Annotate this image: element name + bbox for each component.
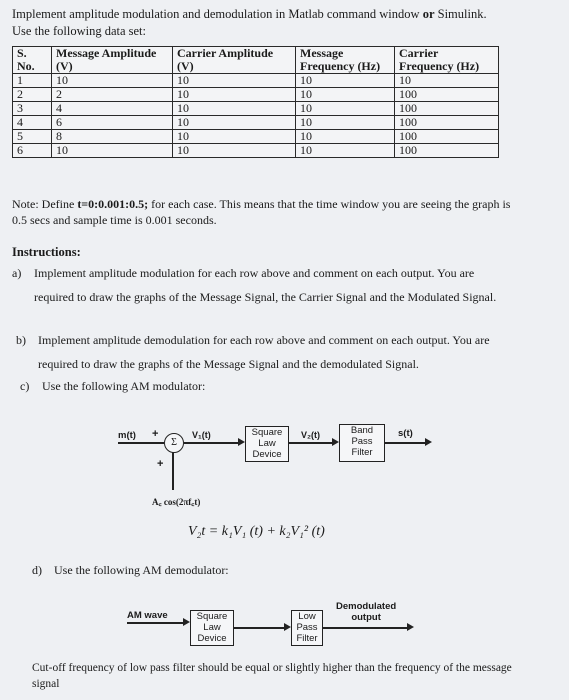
table-row: 5 8 10 10 100 <box>13 130 499 144</box>
table-row: 1 10 10 10 10 <box>13 74 499 88</box>
title-line1-end: Simulink. <box>437 7 487 21</box>
v1-label: V₁(t) <box>192 430 211 440</box>
header-carrier-amplitude: Carrier Amplitude (V) <box>173 47 296 74</box>
band-pass-filter-box: Band Pass Filter <box>339 424 385 462</box>
instruction-item-c: c) Use the following AM modulator: <box>20 379 206 393</box>
instruction-item-d: d) Use the following AM demodulator: <box>32 563 229 577</box>
title-or: or <box>422 7 435 21</box>
title-line2: Use the following data set: <box>12 24 146 38</box>
low-pass-filter-box: Low Pass Filter <box>291 610 323 646</box>
demod-output-line <box>323 627 407 629</box>
time-window-note: Note: Define t=0:0.001:0.5; for each case. This means that the time window you are seeing the graph is 0.5 secs and sample time is 0.001 seconds. <box>12 197 511 227</box>
table-row: 3 4 10 10 100 <box>13 102 499 116</box>
note-code: t=0:0.001:0.5; <box>77 197 149 211</box>
carrier-label: A꜀ cos(2πf꜀t) <box>152 497 201 507</box>
input-m-t-label: m(t) <box>118 430 136 441</box>
instruction-item-b: b) Implement amplitude demodulation for each row above and comment on each output. You are required to draw the graphs of the Message Signal and the demodulated Signal. <box>16 333 490 371</box>
header-message-amplitude: Message Amplitude (V) <box>52 47 173 74</box>
demodulated-output-label: Demodulated output <box>336 601 397 623</box>
v2-label: V₂(t) <box>301 430 320 440</box>
header-s-no: S. No. <box>13 47 52 74</box>
plus-bottom-sign: + <box>157 458 164 470</box>
table-row: 6 10 10 10 100 <box>13 144 499 158</box>
header-carrier-frequency: Carrier Frequency (Hz) <box>395 47 499 74</box>
instruction-item-a: a) Implement amplitude modulation for each row above and comment on each output. You are required to draw the graphs of the Message Signal, the Carrier Signal and the Modulated Signal. <box>12 266 497 304</box>
square-law-device-box: Square Law Device <box>245 426 289 462</box>
header-message-frequency: Message Frequency (Hz) <box>296 47 395 74</box>
output-s-t-label: s(t) <box>398 428 413 439</box>
plus-top-sign: + <box>152 428 159 440</box>
square-law-equation: V₂t = k₁V₁ (t) + k₂V₁² (t) <box>188 524 325 539</box>
am-wave-line <box>127 622 183 624</box>
am-wave-label: AM wave <box>127 610 168 621</box>
mid-arrow-icon <box>284 623 291 631</box>
sigma-symbol: Σ <box>171 437 177 448</box>
demod-output-arrow-icon <box>407 623 414 631</box>
instructions-heading: Instructions: <box>12 245 81 259</box>
table-row: 2 2 10 10 100 <box>13 88 499 102</box>
demod-square-law-box: Square Law Device <box>190 610 234 646</box>
am-wave-arrow-icon <box>183 618 190 626</box>
mid-line <box>234 627 284 629</box>
title-line1: Implement amplitude modulation and demodulation in Matlab command window <box>12 7 420 21</box>
cutoff-frequency-note: Cut-off frequency of low pass filter should be equal or slightly higher than the frequency of the message signal <box>32 662 512 690</box>
table-row: 4 6 10 10 100 <box>13 116 499 130</box>
